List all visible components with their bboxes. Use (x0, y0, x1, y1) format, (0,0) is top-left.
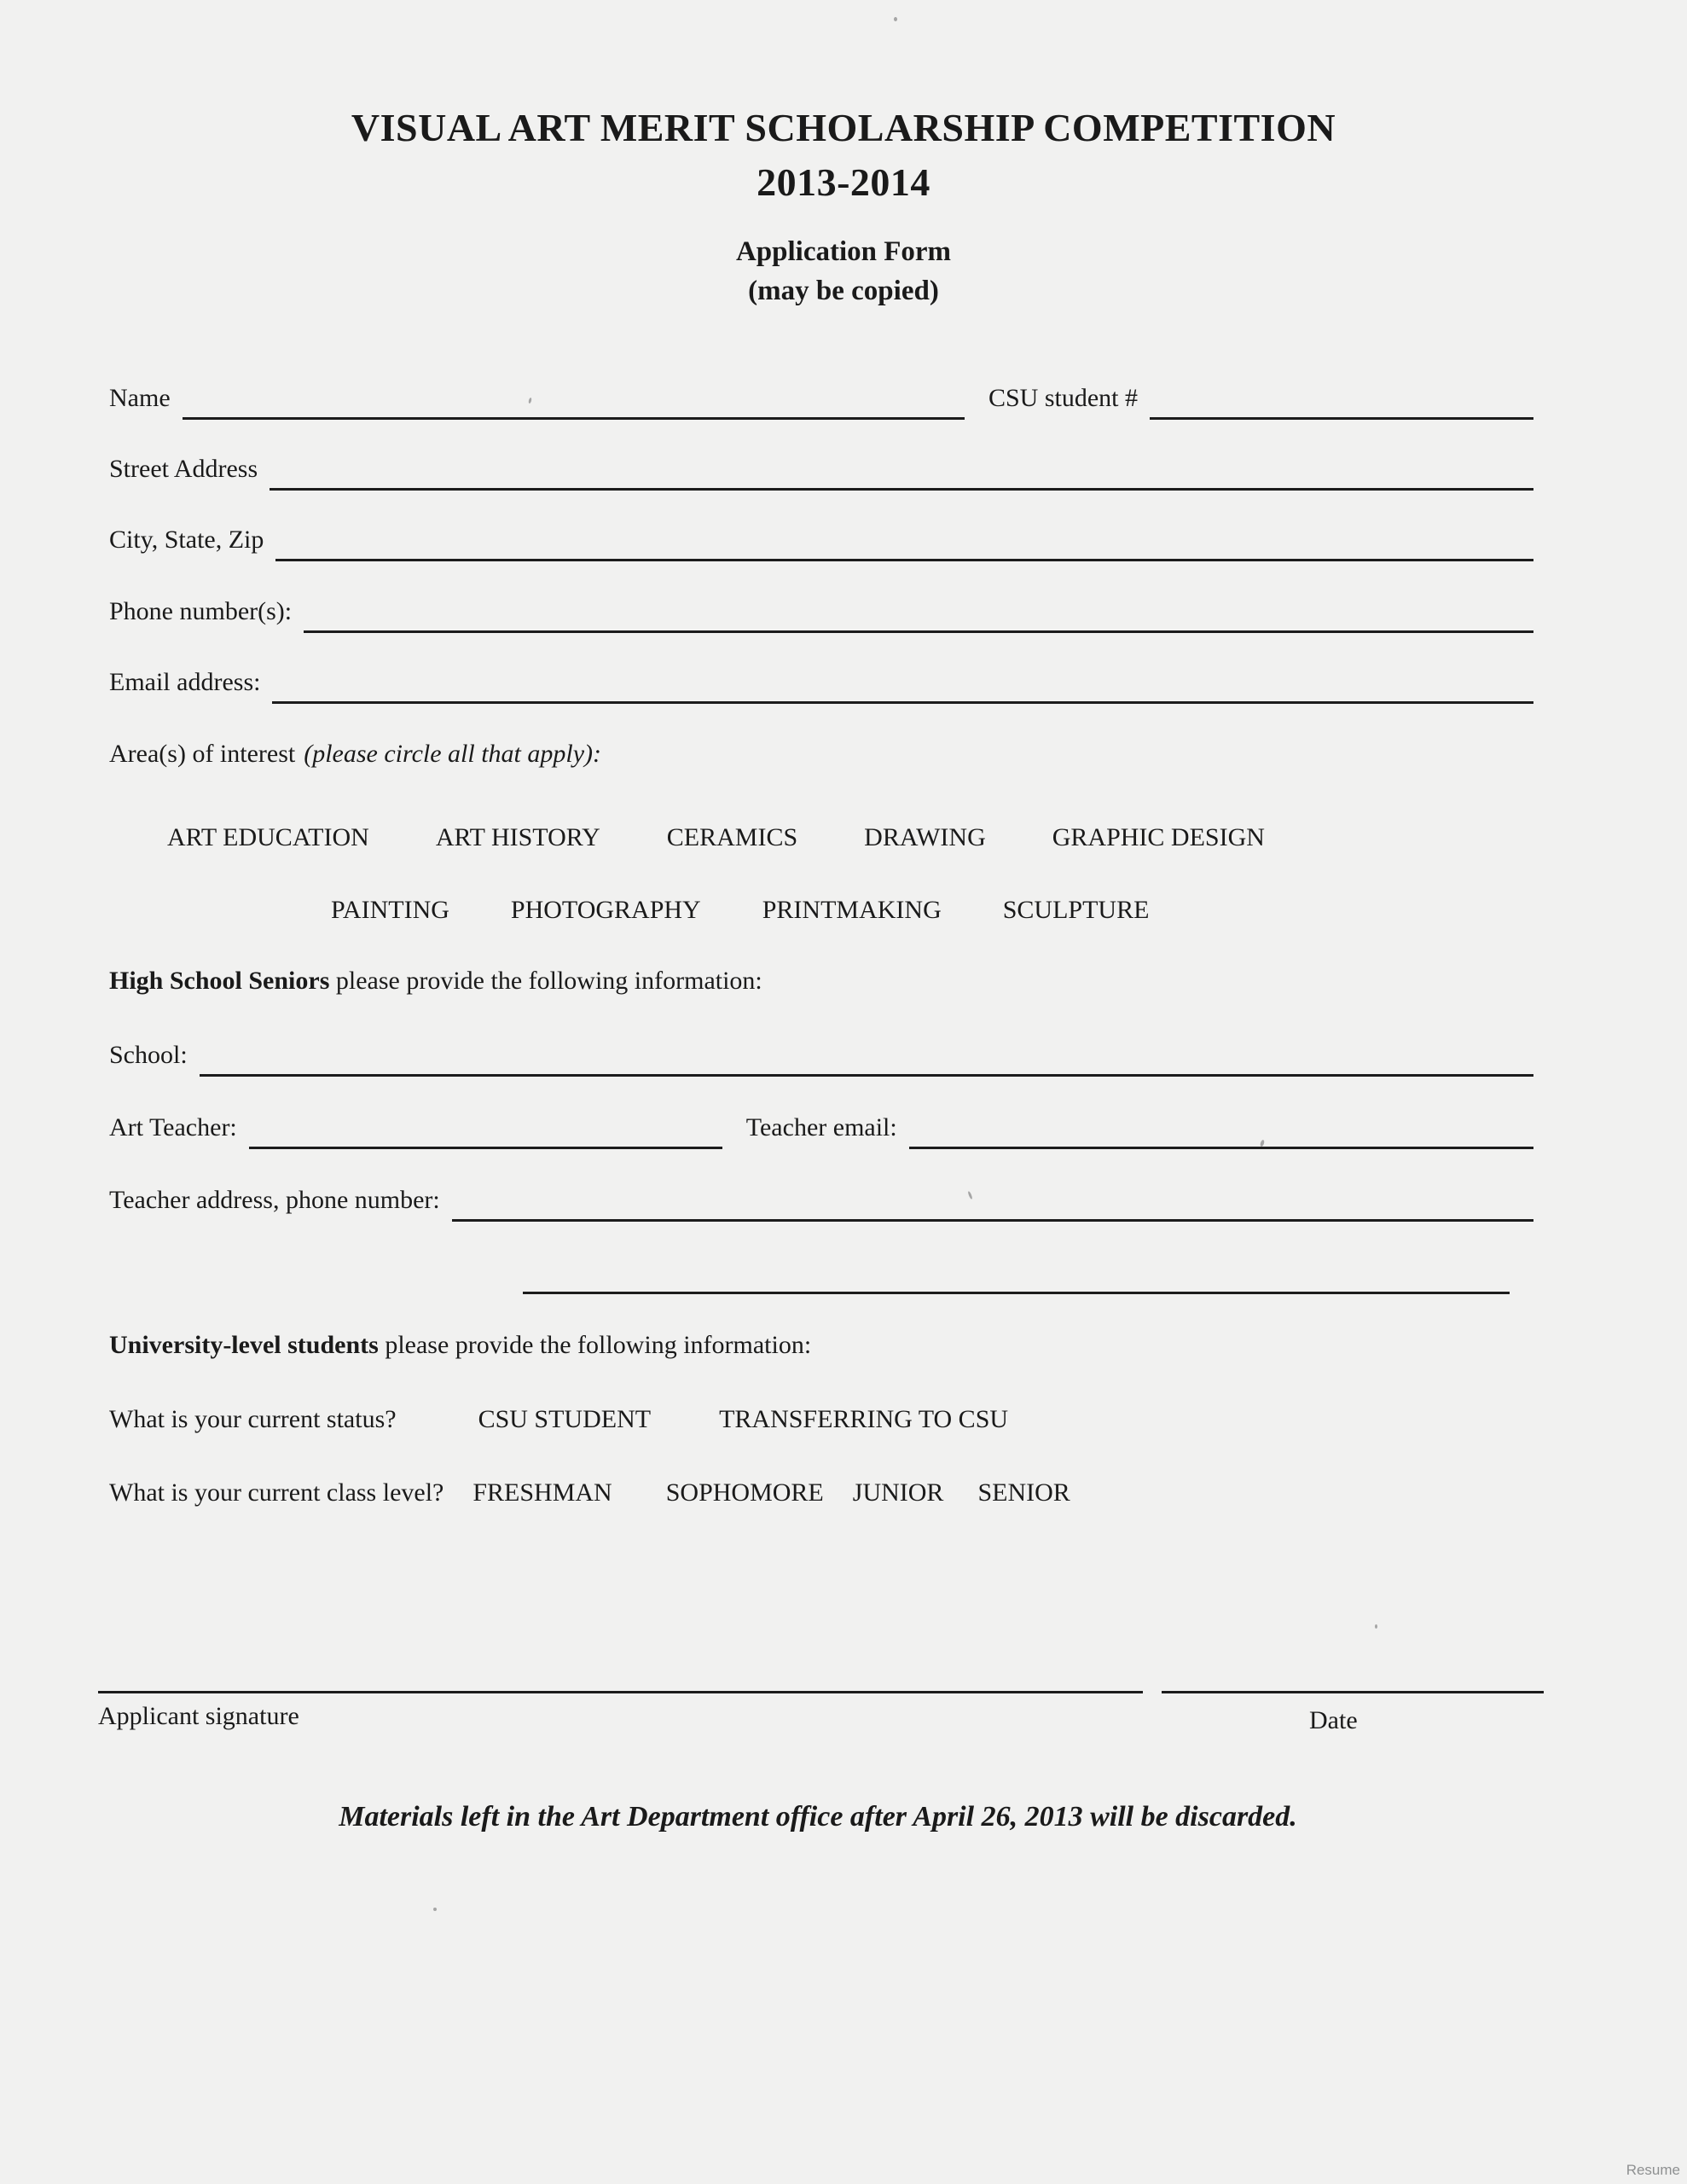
teacher-email-label: Teacher email: (745, 1113, 897, 1141)
form-title-year: 2013-2014 (757, 160, 930, 204)
applicant-signature-label: Applicant signature (98, 1702, 299, 1730)
application-form-label: Application Form (735, 236, 952, 267)
interest-prompt-label: Area(s) of interest (109, 740, 296, 768)
interest-prompt-row (109, 731, 1533, 775)
school-label: School: (109, 1041, 188, 1069)
city-state-zip-field-line (275, 559, 1533, 561)
interest-option-printmaking: PRINTMAKING (762, 896, 942, 924)
street-address-label: Street Address (109, 455, 258, 483)
class-level-question: What is your current class level? (109, 1478, 444, 1507)
university-heading-row (109, 1322, 1533, 1367)
high-school-heading-bold: High School Seniors (109, 967, 330, 995)
interest-option-art-history: ART HISTORY (435, 823, 600, 851)
interest-option-art-education: ART EDUCATION (167, 823, 369, 851)
class-option-senior: SENIOR (977, 1478, 1070, 1507)
csu-student-number-label: CSU student # (988, 384, 1138, 412)
street-address-field-line (270, 488, 1533, 491)
may-be-copied-label: (may be copied) (748, 276, 939, 306)
name-label: Name (109, 384, 171, 412)
university-heading-bold: University-level students (109, 1331, 379, 1359)
name-row (109, 375, 1533, 420)
signature-date-row (98, 1649, 1544, 1693)
date-line (1162, 1691, 1544, 1693)
university-heading-rest: please provide the following information: (378, 1331, 812, 1359)
street-address-row (109, 446, 1533, 491)
art-teacher-field-line (249, 1147, 722, 1149)
teacher-address-continuation-row (523, 1250, 1510, 1294)
scan-speck (894, 17, 897, 21)
class-level-row (109, 1470, 1533, 1514)
teacher-address-row (109, 1177, 1533, 1222)
name-field-line (183, 417, 965, 420)
interest-option-ceramics: CERAMICS (666, 823, 798, 851)
interest-options-row1 (167, 815, 1533, 859)
form-title-line1: VISUAL ART MERIT SCHOLARSHIP COMPETITION (351, 106, 1336, 149)
interest-option-sculpture: SCULPTURE (1002, 896, 1150, 924)
class-option-junior: JUNIOR (852, 1478, 944, 1507)
applicant-signature-line (98, 1691, 1143, 1693)
email-label: Email address: (109, 668, 261, 696)
high-school-heading-rest: please provide the following information: (329, 967, 762, 995)
interest-prompt-note: (please circle all that apply): (304, 740, 602, 768)
resume-watermark: Resume (1626, 2162, 1680, 2178)
email-field-line (272, 701, 1533, 704)
scan-speck (1375, 1624, 1377, 1629)
phone-row (109, 589, 1533, 633)
teacher-address-label: Teacher address, phone number: (109, 1186, 440, 1214)
interest-option-painting: PAINTING (331, 896, 449, 924)
art-teacher-row (109, 1105, 1533, 1149)
interest-option-photography: PHOTOGRAPHY (510, 896, 701, 924)
interest-option-graphic-design: GRAPHIC DESIGN (1052, 823, 1265, 851)
csu-student-number-field-line (1150, 417, 1533, 420)
class-option-sophomore: SOPHOMORE (665, 1478, 824, 1507)
scan-speck (433, 1908, 437, 1911)
phone-label: Phone number(s): (109, 597, 293, 625)
form-title (0, 101, 1687, 210)
teacher-address-field-line (452, 1219, 1533, 1222)
spacer (295, 767, 304, 775)
school-field-line (200, 1074, 1533, 1077)
city-state-zip-label: City, State, Zip (109, 526, 264, 554)
date-label: Date (1309, 1706, 1358, 1734)
status-option-transferring: TRANSFERRING TO CSU (719, 1405, 1009, 1433)
phone-field-line (304, 630, 1533, 633)
high-school-heading-row (109, 958, 1533, 1002)
email-row (109, 659, 1533, 704)
city-state-zip-row (109, 517, 1533, 561)
form-subtitle (0, 232, 1687, 311)
art-teacher-label: Art Teacher: (109, 1113, 237, 1141)
interest-options-row2 (331, 887, 1533, 932)
deadline-note: Materials left in the Art Department office after April 26, 2013 will be discarded. (339, 1801, 1297, 1833)
teacher-address-continuation-line (523, 1292, 1510, 1294)
current-status-row (109, 1397, 1533, 1441)
teacher-email-field-line (909, 1147, 1533, 1149)
school-row (109, 1032, 1533, 1077)
status-option-csu-student: CSU STUDENT (478, 1405, 652, 1433)
interest-option-drawing: DRAWING (864, 823, 986, 851)
class-option-freshman: FRESHMAN (472, 1478, 612, 1507)
current-status-question: What is your current status? (109, 1405, 397, 1433)
